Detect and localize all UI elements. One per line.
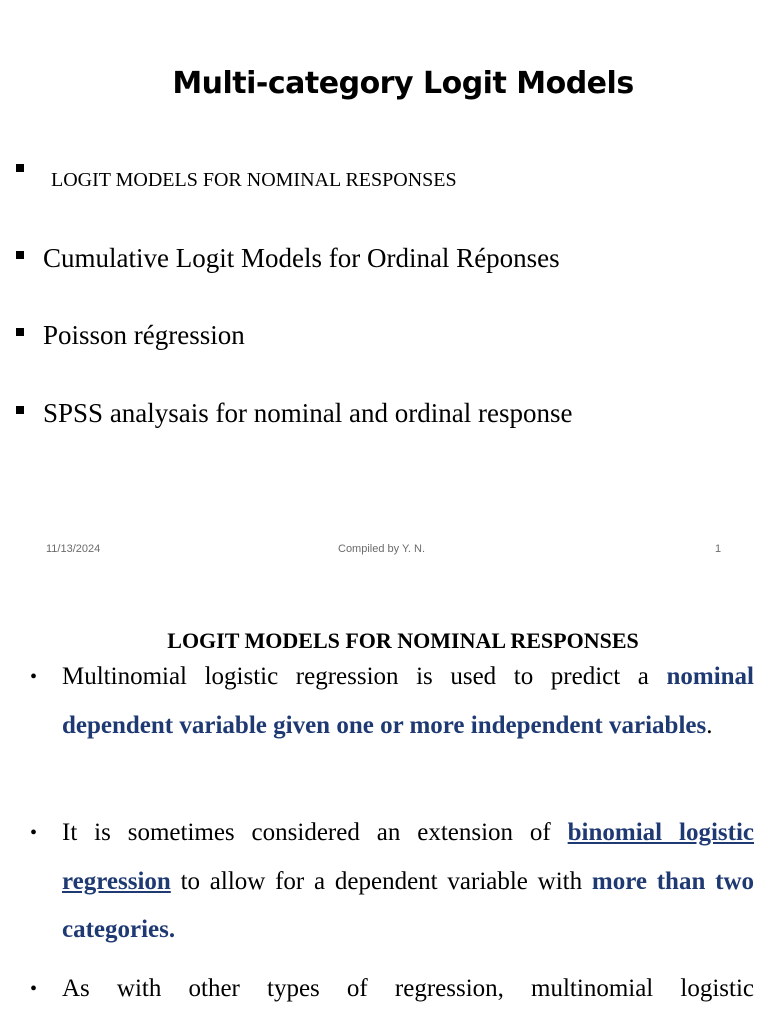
paragraph-text (62, 965, 754, 1014)
plain-text: . (706, 711, 713, 739)
square-bullet-icon (16, 164, 24, 172)
bullet-item (16, 398, 572, 429)
paragraph-text (62, 809, 754, 955)
round-bullet-icon: • (30, 666, 38, 688)
bullet-text: Cumulative Logit Models for Ordinal Réponses (43, 243, 560, 273)
square-bullet-icon (16, 328, 24, 336)
footer-date: 11/13/2024 (46, 543, 101, 555)
slide-title: Multi-category Logit Models (172, 66, 634, 101)
plain-text: As with other types of regression, multinomial logistic (62, 975, 754, 1002)
square-bullet-icon (16, 251, 24, 259)
bullet-text: Poisson régression (43, 320, 245, 350)
paragraph-text (62, 653, 754, 750)
bullet-text: SPSS analysais for nominal and ordinal response (43, 398, 573, 428)
round-bullet-icon: • (30, 822, 38, 844)
bullet-item (16, 320, 245, 351)
bullet-item (16, 164, 457, 192)
footer-author: Compiled by Y. N. (338, 543, 426, 555)
square-bullet-icon (16, 406, 24, 414)
bullet-paragraph (30, 653, 754, 750)
plain-text: to allow for a dependent variable with (180, 867, 592, 895)
plain-text: Multinomial logistic regression is used to predict a (62, 663, 667, 690)
slide-2 (0, 576, 768, 1024)
bullet-text: LOGIT MODELS FOR NOMINAL RESPONSES (51, 169, 457, 191)
slide-title: LOGIT MODELS FOR NOMINAL RESPONSES (167, 628, 639, 653)
bullet-item (16, 243, 560, 274)
bullet-paragraph (30, 965, 754, 1014)
underlined-highlighted-text: binomial logistic regression (62, 819, 754, 895)
footer-page-number: 1 (715, 543, 722, 555)
bullet-paragraph (30, 809, 754, 955)
highlighted-text: nominal dependent variable given one or more independent variables (62, 663, 754, 739)
highlighted-text: more than two categories. (62, 867, 755, 943)
round-bullet-icon: • (30, 978, 38, 1000)
plain-text: It is sometimes considered an extension of (62, 819, 568, 846)
